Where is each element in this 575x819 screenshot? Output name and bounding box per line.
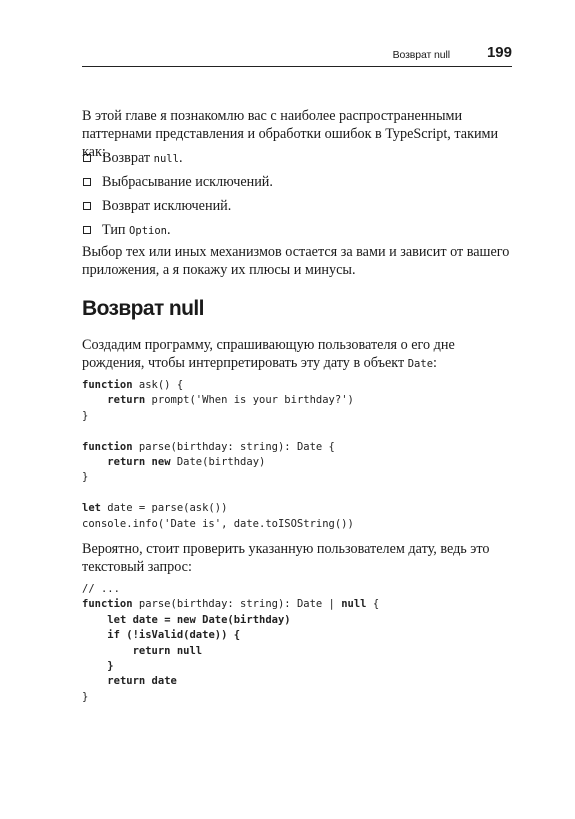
- section-paragraph-1-text: Создадим программу, спрашивающую пользователя о его дне рождения, чтобы интерпретировать эту дату в объект: [82, 337, 455, 371]
- page-number: 199: [486, 44, 512, 61]
- code-line: return new Date(birthday): [107, 456, 266, 469]
- list-item: [82, 221, 512, 245]
- list-item: [82, 149, 512, 173]
- code-line: }: [82, 471, 89, 484]
- code-block-2: [82, 582, 522, 705]
- list-item-text: Возврат исключений.: [102, 198, 232, 214]
- list-item-code: null: [153, 153, 179, 165]
- list-item-code: Option: [129, 225, 167, 237]
- code-block-1: [82, 378, 522, 532]
- code-line: if (!isValid(date)) {: [107, 629, 241, 642]
- code-line: let date = parse(ask()): [82, 502, 228, 515]
- checkbox-bullet-icon: [83, 202, 91, 210]
- checkbox-bullet-icon: [83, 154, 91, 162]
- section-paragraph-1: [82, 336, 512, 373]
- intro-paragraph: В этой главе я познакомлю вас с наиболее распространенными паттернами представления и обработки ошибок в TypeScript, такими как:: [82, 108, 499, 160]
- code-line: let date = new Date(birthday): [107, 613, 291, 626]
- list-item-suffix: .: [166, 222, 171, 238]
- running-header-title: Возврат null: [392, 49, 450, 61]
- list-item: [82, 197, 512, 221]
- list-item-text: Возврат: [102, 150, 154, 166]
- list-item: [82, 173, 512, 197]
- header-rule: [82, 66, 512, 67]
- code-line: function ask() {: [82, 379, 184, 391]
- code-line: // ...: [82, 583, 120, 595]
- checkbox-bullet-icon: [83, 226, 91, 234]
- code-line: }: [107, 660, 114, 673]
- code-line: function parse(birthday: string): Date | null {: [82, 598, 380, 611]
- section-heading: Возврат null: [82, 297, 204, 320]
- list-item-suffix: .: [178, 150, 183, 166]
- code-line: }: [82, 690, 89, 703]
- code-line: return null: [132, 644, 203, 657]
- running-header: [82, 42, 512, 68]
- code-line: return date: [107, 675, 177, 688]
- inline-code-date: Date: [407, 358, 434, 370]
- section-paragraph-2: Вероятно, стоит проверить указанную пользователем дату, ведь это текстовый запрос:: [82, 541, 490, 575]
- section-paragraph-1-suffix: :: [433, 355, 437, 371]
- outro-paragraph: Выбор тех или иных механизмов остается за вами и зависит от вашего приложения, а я покажу их плюсы и минусы.: [82, 244, 510, 278]
- checkbox-bullet-icon: [83, 178, 91, 186]
- code-line: }: [82, 409, 89, 422]
- code-line: return prompt('When is your birthday?'): [107, 394, 354, 407]
- code-line: function parse(birthday: string): Date {: [82, 440, 335, 453]
- list-item-text: Тип: [102, 222, 130, 238]
- bullet-list: [82, 149, 512, 245]
- code-line: console.info('Date is', date.toISOString()): [82, 517, 354, 530]
- list-item-text: Выбрасывание исключений.: [102, 174, 273, 190]
